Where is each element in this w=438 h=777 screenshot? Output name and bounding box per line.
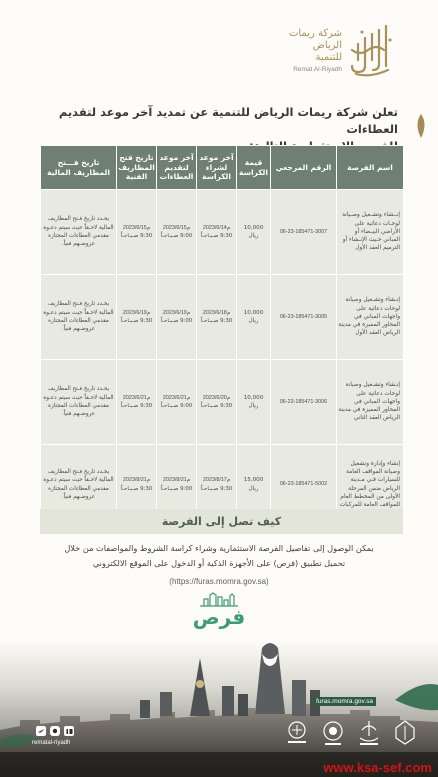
header-last-purchase: آخر موعد لشراء الكراسة xyxy=(197,146,237,190)
social-handle: rematal-riyadh xyxy=(32,740,71,746)
cell-tech-open xyxy=(117,190,157,275)
how-to-line2: تحميل تطبيق (فرص) على الأجهزة الذكية أو الدخول على الموقع الالكتروني xyxy=(92,558,346,568)
submit-date: 2023/6/15م xyxy=(162,224,191,231)
header-tech-open: تاريخ فتح المظاريف الفنية xyxy=(117,146,157,190)
table-row xyxy=(41,190,404,275)
cell-tech-open xyxy=(117,360,157,445)
purchase-time: 9:30 صـبـاحـاً xyxy=(200,403,233,409)
footer-site-url[interactable]: furas.momra.gov.sa xyxy=(313,697,376,706)
header-fin-open: تاريخ فـــتح المظاريف المالية xyxy=(41,146,117,190)
cell-last-submit xyxy=(157,360,197,445)
opportunities-table xyxy=(40,145,404,525)
headline-line1: تعلن شركة ريمات الرياض للتنمية عن تمديد آخر موعد لتقديم العطاءات xyxy=(58,105,398,136)
purchase-date: 2023/6/20م xyxy=(202,394,231,401)
tech-date: 2023/6/15م xyxy=(122,224,151,231)
purchase-time: 9:30 صـبـاحـاً xyxy=(200,318,233,324)
logo-arabic-line1: شركة ريمات xyxy=(288,28,342,39)
furas-logo xyxy=(182,591,256,637)
submit-date: 2023/6/21م xyxy=(162,394,191,401)
tech-time: 9:30 صـبـاحـاً xyxy=(120,403,153,409)
cell-price: 10,000 ريال xyxy=(237,190,271,275)
tech-time: 9:30 صـبـاحـاً xyxy=(120,318,153,324)
cell-opportunity-name: إنـشاء وتشـغيل وصيانة لوحات دعائية على واجهات المباني في المحاور المميزة في مدينة الرياض العقد الثاني xyxy=(337,360,404,445)
furas-url-link[interactable]: (https://furas.momra.gov.sa) xyxy=(169,577,269,586)
how-to-text xyxy=(30,541,408,571)
purchase-time: 9:30 صـبـاحـاً xyxy=(200,485,233,492)
social-icons xyxy=(34,723,94,739)
leaf-icon xyxy=(414,114,428,138)
purchase-date: 2023/6/18م xyxy=(202,309,231,316)
header-ref: الرقم المرجعي xyxy=(271,146,337,190)
ministry-emblem-icon xyxy=(354,718,384,748)
submit-date: 2023/8/21م xyxy=(162,477,191,484)
cell-reference-number: 06-23-185471-5002 xyxy=(271,445,337,525)
cell-tech-open xyxy=(117,275,157,360)
tech-date: 2023/6/21م xyxy=(122,394,151,401)
tech-date: 2023/8/21م xyxy=(122,477,151,484)
how-to-line1: يمكن الوصول إلى تفاصيل الفرصة الاستثمارية وشراء كراسة الشروط والمواصفات من خلال xyxy=(64,543,374,553)
header-last-submit: آخر موعد لتقديم العطاءات xyxy=(157,146,197,190)
cell-price: 10,000 ريال xyxy=(237,360,271,445)
table-row xyxy=(41,275,404,360)
submit-date: 2023/6/19م xyxy=(162,309,191,316)
logo-arabic-line2: الرياض للتنمية xyxy=(312,40,342,63)
logo-english-name: Remat Al-Riyadh xyxy=(293,66,342,73)
header-price: قيمة الكراسة xyxy=(237,146,271,190)
purchase-time: 9:30 صـبـاحـاً xyxy=(200,233,233,239)
furas-logo-word: فرص xyxy=(192,605,246,629)
cell-opportunity-name: إنــشاء وتشـغيل وصـيانة لوحـات دعائية على الأراضي البيـضاء أو المباني حـيث الإنـشاء أو الترميم العقد الأول xyxy=(337,190,404,275)
submit-time: 9:00 صـبـاحـاً xyxy=(160,318,193,324)
riyadh-skyline-image xyxy=(0,640,438,777)
cell-last-purchase xyxy=(197,275,237,360)
purchase-date: 2023/6/14م xyxy=(202,224,231,231)
submit-time: 9:00 صـبـاحـاً xyxy=(160,403,193,409)
cell-fin-open: يحـدد تاريخ فـتح المظاريف المالية لاحـقاً حيث سيتم دعـوة مقدمي العطاءات المجتازة عروضـهم فنياً. xyxy=(41,190,117,275)
cell-opportunity-name: إنشاء وإدارة وتشغيل وصيانة المواقف العامة للسيارات فـي مـدينة الرياض ضمن المرحلة الأولى من المخطط العام للمواقف العامة للمركبات xyxy=(337,445,404,525)
tech-time: 9:30 صـبـاحـاً xyxy=(120,485,153,492)
company-logo xyxy=(284,20,394,82)
submit-time: 9:00 صـبـاحـاً xyxy=(160,233,193,239)
watermark-text: www.ksa-sef.com xyxy=(323,760,432,775)
cell-last-purchase xyxy=(197,190,237,275)
how-to-banner xyxy=(40,509,403,534)
calligraphy-logo-icon xyxy=(346,20,394,78)
purchase-date: 2023/8/17م xyxy=(202,477,231,484)
cell-fin-open: يحـدد تاريخ فـتح المظاريف المالية لاحـقاً حيث سيتم دعـوة مقدمي العطاءات المجتازة عروضـهم فنياً. xyxy=(41,275,117,360)
cell-price: 15,000 ريال xyxy=(237,445,271,525)
table-row xyxy=(41,360,404,445)
cell-last-purchase xyxy=(197,360,237,445)
quality-of-life-program-logo-icon xyxy=(282,718,312,748)
cell-reference-number: 06-23-185471-3006 xyxy=(271,360,337,445)
tech-date: 2023/6/19م xyxy=(122,309,151,316)
cell-fin-open: يحـدد تاريخ فـتح المظاريف المالية لاحـقاً حيث سيتم دعـوة مقدمي العطاءات المجتازة عروضـهم فنياً. xyxy=(41,445,117,525)
riyadh-municipality-logo-icon xyxy=(390,718,420,748)
cell-last-submit xyxy=(157,275,197,360)
cell-fin-open: يحـدد تاريخ فـتح المظاريف المالية لاحـقاً حيث سيتم دعـوة مقدمي العطاءات المجتازة عروضـهم فنياً. xyxy=(41,360,117,445)
how-to-title: كيف تصل إلى الفرصة xyxy=(161,515,282,528)
cell-reference-number: 06-23-185471-3005 xyxy=(271,275,337,360)
cell-last-submit xyxy=(157,190,197,275)
submit-time: 9:00 صـبـاحـاً xyxy=(160,485,193,492)
vision-2030-logo-icon xyxy=(318,718,348,748)
table-header-row xyxy=(41,146,404,190)
header-name: اسم الفرصة xyxy=(337,146,404,190)
tech-time: 9:30 صـبـاحـاً xyxy=(120,233,153,239)
cell-reference-number: 06-23-185471-3007 xyxy=(271,190,337,275)
cell-price: 10,000 ريال xyxy=(237,275,271,360)
cell-opportunity-name: إنـشاء وتشـغيل وصيانة لوحات دعائية على واجهات المباني في المحاور المميزة في مدينة الرياض العقد الأول xyxy=(337,275,404,360)
